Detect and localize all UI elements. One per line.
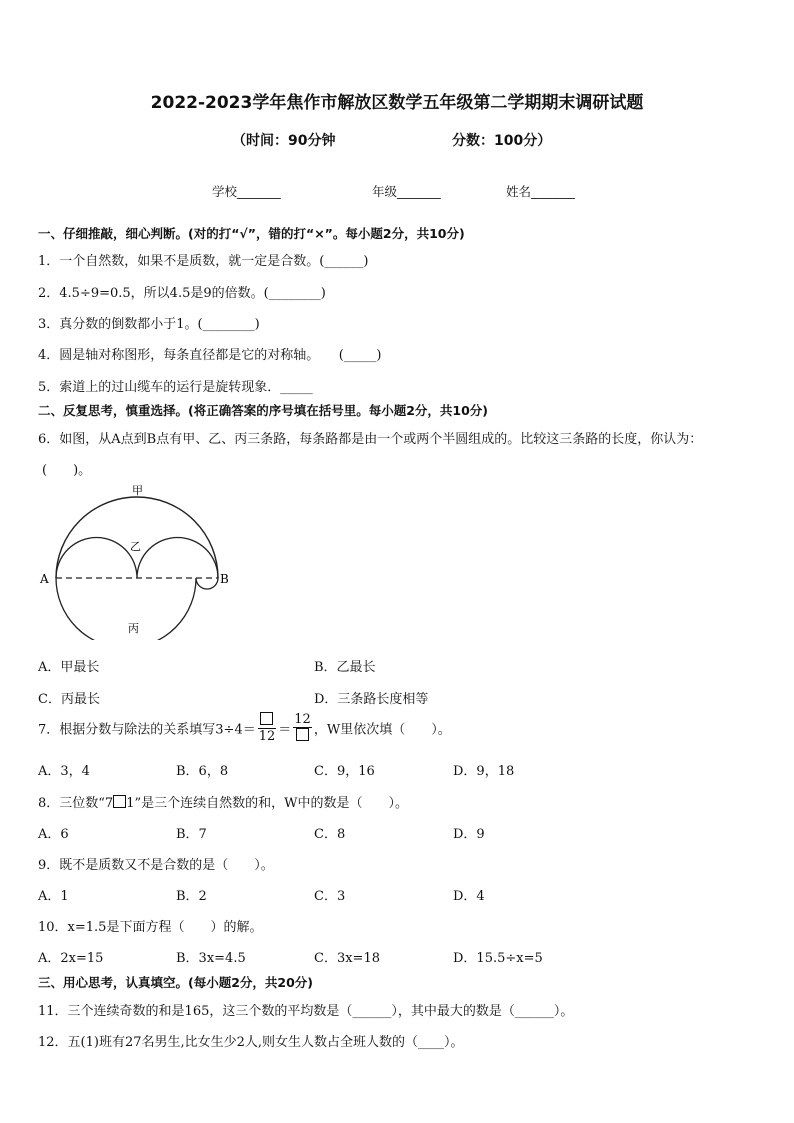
q7-prefix: 7．根据分数与除法的关系填写 <box>38 722 216 738</box>
q8-suffix: 1”是三个连续自然数的和，W中的数是（ ）。 <box>126 796 408 811</box>
q8-option-c: C．8 <box>314 827 346 842</box>
name-field: 姓名_______ <box>506 184 575 199</box>
blank-box <box>260 712 273 725</box>
label-a: A <box>40 572 49 586</box>
q7-option-c: C．9，16 <box>314 764 375 779</box>
exam-time: （时间：90分钟 <box>232 133 336 149</box>
q10-option-a: A．2x=15 <box>38 951 104 966</box>
q7-equals: ＝ <box>278 722 292 738</box>
q9-option-d: D．4 <box>453 889 485 904</box>
q8-option-a: A．6 <box>38 827 69 842</box>
path-bing <box>56 578 196 640</box>
label-b: B <box>220 572 229 586</box>
q7-fraction-2-num: 12 <box>294 712 311 727</box>
label-yi: 乙 <box>130 540 141 553</box>
q7-option-b: B．6，8 <box>176 764 229 779</box>
question-6-answer-paren: ( )。 <box>42 463 92 478</box>
question-3: 3．真分数的倒数都小于1。(________) <box>38 317 260 332</box>
section-2-heading: 二、反复思考，慎重选择。(将正确答案的序号填在括号里。每小题2分，共10分) <box>38 403 489 418</box>
q10-option-d: D．15.5÷x=5 <box>453 951 543 966</box>
q7-fraction-1-den: 12 <box>258 729 276 744</box>
label-jia: 甲 <box>132 484 143 497</box>
three-paths-figure <box>36 480 236 640</box>
q10-option-c: C．3x=18 <box>314 951 380 966</box>
q8-option-b: B．7 <box>176 827 207 842</box>
question-2: 2．4.5÷9=0.5，所以4.5是9的倍数。(________) <box>38 286 326 301</box>
question-7 <box>38 712 451 744</box>
q6-option-b: B．乙最长 <box>314 660 376 675</box>
section-1-heading: 一、仔细推敲，细心判断。(对的打“√”，错的打“×”。每小题2分，共10分) <box>38 226 465 241</box>
question-5: 5．索道上的过山缆车的运行是旋转现象．_____ <box>38 380 313 395</box>
q9-option-b: B．2 <box>176 889 207 904</box>
q7-option-a: A．3，4 <box>38 764 90 779</box>
exam-score: 分数：100分） <box>452 133 552 149</box>
blank-box <box>113 795 126 808</box>
label-bing: 丙 <box>128 622 139 635</box>
blank-box <box>296 728 309 741</box>
path-bing-small-arc <box>196 578 218 589</box>
question-10: 10．x=1.5是下面方程（ ）的解。 <box>38 920 263 935</box>
q6-option-c: C．丙最长 <box>38 692 100 707</box>
grade-field: 年级_______ <box>372 184 441 199</box>
section-3-heading: 三、用心思考，认真填空。(每小题2分，共20分) <box>38 975 314 990</box>
q7-fraction-1 <box>258 712 277 744</box>
page-title: 2022-2023学年焦作市解放区数学五年级第二学期期末调研试题 <box>150 93 644 113</box>
q7-fraction-2 <box>293 712 312 744</box>
question-4: 4．圆是轴对称图形，每条直径都是它的对称轴。 (_____) <box>38 348 382 363</box>
q6-option-a: A．甲最长 <box>38 660 100 675</box>
question-8 <box>38 792 408 811</box>
q9-option-a: A．1 <box>38 889 69 904</box>
q7-suffix: ，W里依次填（ ）。 <box>313 722 451 738</box>
q8-prefix: 8．三位数“7 <box>38 796 114 811</box>
school-field: 学校_______ <box>212 184 281 199</box>
q8-option-d: D．9 <box>453 827 485 842</box>
question-9: 9．既不是质数又不是合数的是（ ）。 <box>38 858 274 873</box>
question-1: 1．一个自然数，如果不是质数，就一定是合数。(______) <box>38 254 369 269</box>
q10-option-b: B．3x=4.5 <box>176 951 246 966</box>
question-12: 12．五(1)班有27名男生,比女生少2人,则女生人数占全班人数的（____）。 <box>38 1035 464 1050</box>
question-6: 6．如图，从A点到B点有甲、乙、丙三条路，每条路都是由一个或两个半圆组成的。比较这三条路的长度，你认为： <box>38 432 703 447</box>
q9-option-c: C．3 <box>314 889 346 904</box>
path-jia <box>56 497 218 578</box>
q6-option-d: D．三条路长度相等 <box>314 692 429 707</box>
q7-expr: 3÷4＝ <box>215 722 256 738</box>
question-11: 11．三个连续奇数的和是165，这三个数的平均数是（______），其中最大的数是（______）。 <box>38 1004 574 1019</box>
q7-option-d: D．9，18 <box>453 764 515 779</box>
